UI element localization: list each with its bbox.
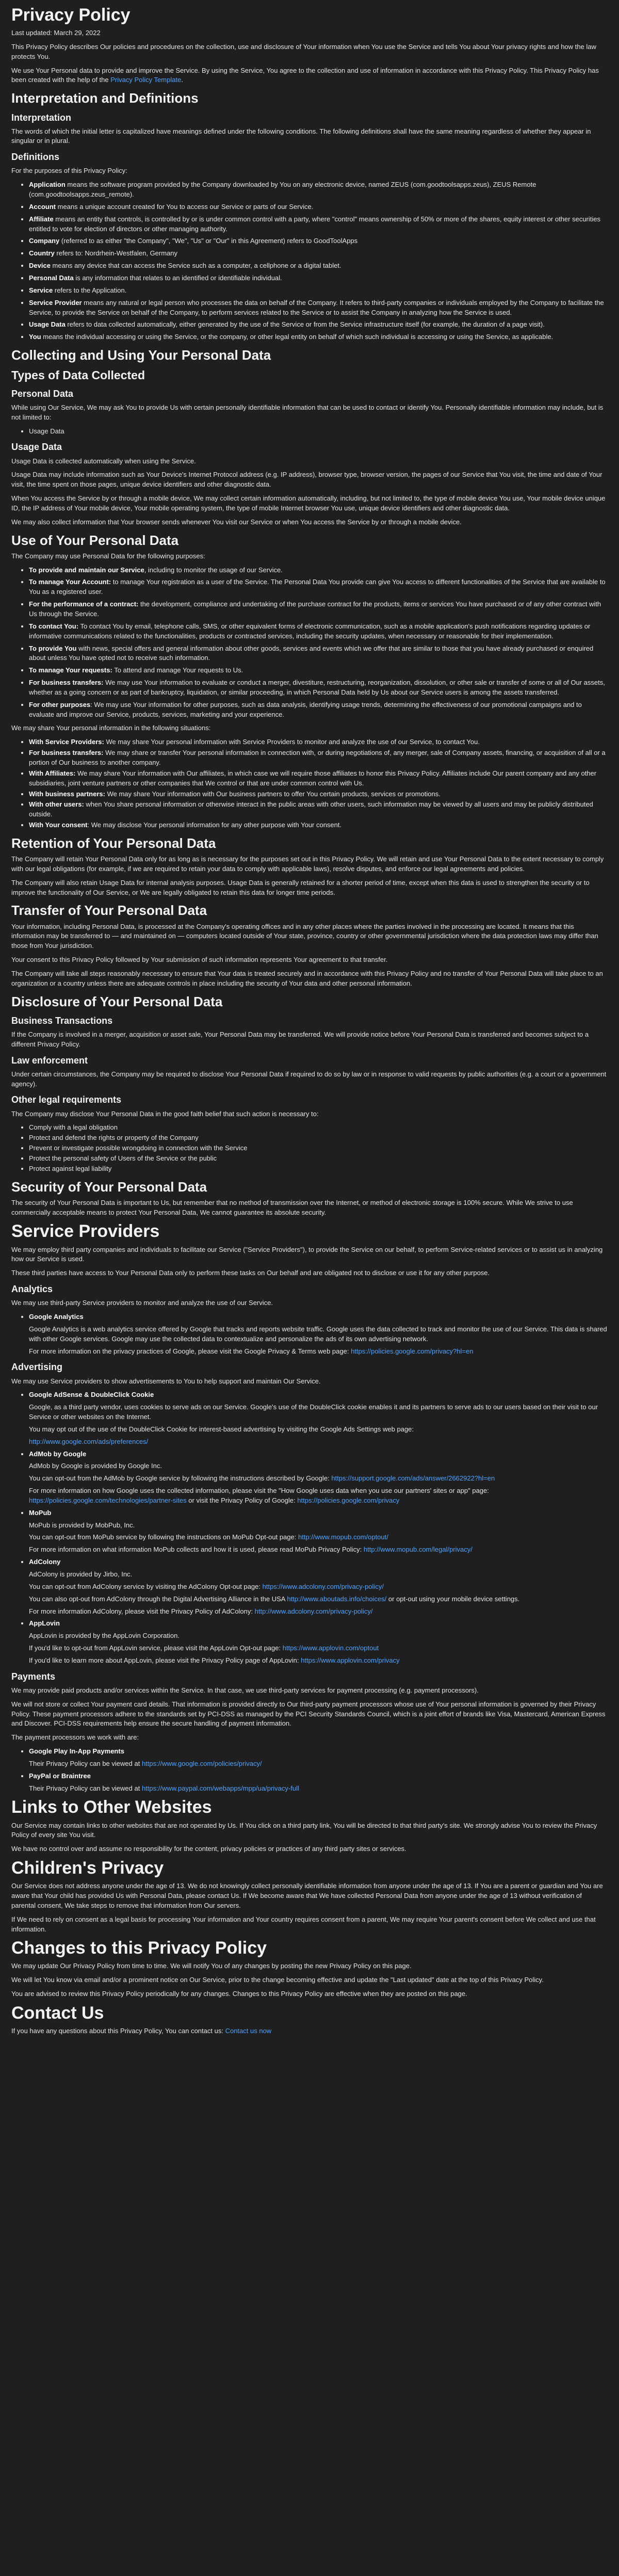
paragraph: We will not store or collect Your payment card details. That information is provided directly to Our third-party payment processors whose use of Your personal information is governed by their Privacy Policy. These payment processors adhere to the standards set by PCI-DSS as managed by the PCI Security Standards Council, which is a joint effort of brands like Visa, Mastercard, American Express and Discover. PCI-DSS requirements help ensure the secure handling of payment information. <box>11 1700 606 1728</box>
list-item: • AdMob by Google AdMob by Google is provided by Google Inc. You can opt-out from the AdMob by Google service by following the instructions described by Google: https://support.google.com/ads/answer/2662922?hl=en For more information on how Google uses the collected information, please visit the "How Google uses data when you use our partners' sites or app" page: https://policies.google.com/technologies/partner-sites or visit the Privacy Policy of Google: https://policies.google.com/privacy <box>29 1450 608 1506</box>
admob-optout-link[interactable]: https://support.google.com/ads/answer/2662922?hl=en <box>331 1474 495 1483</box>
section-heading: Service Providers <box>11 1221 160 1242</box>
paragraph: You are advised to review this Privacy Policy periodically for any changes. Changes to this Privacy Policy are effective when they are posted on this page. <box>11 1990 467 1998</box>
google-privacy-link[interactable]: https://policies.google.com/privacy?hl=en <box>351 1347 474 1355</box>
section-heading: Disclosure of Your Personal Data <box>11 993 223 1009</box>
section-heading: Security of Your Personal Data <box>11 1179 207 1195</box>
section-heading: Retention of Your Personal Data <box>11 835 216 851</box>
list-item: • Usage Data <box>29 427 608 437</box>
google-play-privacy-link[interactable]: https://www.google.com/policies/privacy/ <box>141 1759 262 1767</box>
legal-requirements-list <box>11 1123 608 1173</box>
list-item: • Protect and defend the rights or property of the Company <box>29 1133 608 1143</box>
paragraph: If We need to rely on consent as a legal basis for processing Your information and Your country requires consent from a parent, We may require Your parent's consent before We collect and use that information. <box>11 1915 596 1933</box>
paragraph: Our Service does not address anyone under the age of 13. We do not knowingly collect personally identifiable information from anyone under the age of 13. If You are a parent or guardian and You are aware that Your child has provided Us with Personal Data, please contact Us. If We become aware that We have collected Personal Data from anyone under the age of 13 without verification of parental consent, We take steps to remove that information from Our servers. <box>11 1882 603 1909</box>
paragraph: For the purposes of this Privacy Policy: <box>11 167 127 175</box>
adcolony-optout-link[interactable]: https://www.adcolony.com/privacy-policy/ <box>262 1582 384 1590</box>
list-item: • With Service Providers: We may share Your personal information with Service Providers to monitor and analyze the use of our Service, to contact You. <box>29 737 608 747</box>
applovin-privacy-link[interactable]: https://www.applovin.com/privacy <box>301 1656 400 1664</box>
section-heading: Links to Other Websites <box>11 1797 212 1817</box>
list-item: • With Affiliates: We may share Your information with Our affiliates, in which case we will require those affiliates to honor this Privacy Policy. Affiliates include Our parent company and any other subsidiaries, joint venture partners or other companies that We control or that are under common control with Us. <box>29 769 608 788</box>
subsection-heading: Personal Data <box>11 388 74 399</box>
paragraph: We have no control over and assume no responsibility for the content, privacy policies or practices of any third party sites or services. <box>11 1845 406 1853</box>
paragraph: These third parties have access to Your Personal Data only to perform these tasks on Our behalf and are obligated not to disclose or use it for any other purpose. <box>11 1269 490 1277</box>
intro-paragraph: We use Your Personal data to provide and improve the Service. By using the Service, You agree to the collection and use of information in accordance with this Privacy Policy. This Privacy Policy has been created with the help of the Privacy Policy Template. <box>11 66 599 84</box>
paragraph: Usage Data is collected automatically when using the Service. <box>11 457 196 465</box>
list-item: • MoPub MoPub is provided by MobPub, Inc. You can opt-out from MoPub service by following the instructions on MoPub Opt-out page: http://www.mopub.com/optout/ For more information on what information MoPub collects and how it is used, please read MoPub Privacy Policy: http://www.mopub.com/legal/privacy/ <box>29 1508 608 1555</box>
list-item: • Protect the personal safety of Users of the Service or the public <box>29 1154 608 1164</box>
list-item: • Application means the software program provided by the Company downloaded by You on any electronic device, named ZEUS (com.goodtoolsapps.zeus), ZEUS Remote (com.goodtoolsapps.zeus_remote). <box>29 180 608 200</box>
list-item: • Usage Data refers to data collected automatically, either generated by the use of the Service or from the Service infrastructure itself (for example, the duration of a page visit). <box>29 320 608 330</box>
page-title: Privacy Policy <box>11 5 131 25</box>
share-list <box>11 737 608 830</box>
paragraph: We may use Service providers to show advertisements to You to help support and maintain Our Service. <box>11 1377 321 1385</box>
paragraph: The Company may disclose Your Personal Data in the good faith belief that such action is necessary to: <box>11 1109 319 1118</box>
paragraph: The Company will also retain Usage Data for internal analysis purposes. Usage Data is generally retained for a shorter period of time, except when this data is used to strengthen the security or to improve the functionality of Our Service, or We are legally obligated to retain this data for longer time periods. <box>11 878 590 896</box>
subsection-heading: Other legal requirements <box>11 1094 122 1105</box>
list-item: • With other users: when You share personal information or otherwise interact in the public areas with other users, such information may be viewed by all users and may be publicly distributed outside. <box>29 800 608 819</box>
paragraph: Under certain circumstances, the Company may be required to disclose Your Personal Data if required to do so by law or in response to valid requests by public authorities (e.g. a court or a government agency). <box>11 1070 607 1088</box>
paragraph: Your information, including Personal Data, is processed at the Company's operating offices and in any other places where the parties involved in the processing are located. It means that this information may be transferred to — and maintained on — computers located outside of Your state, province, country or other governmental jurisdiction where the data protection laws may differ than those from Your jurisdiction. <box>11 922 598 950</box>
google-ads-preferences-link[interactable]: http://www.google.com/ads/preferences/ <box>29 1437 149 1445</box>
analytics-list <box>11 1312 608 1356</box>
subsection-heading: Interpretation <box>11 112 72 123</box>
section-heading: Children's Privacy <box>11 1858 164 1878</box>
paragraph: The payment processors we work with are: <box>11 1733 139 1742</box>
paragraph: Usage Data may include information such as Your Device's Internet Protocol address (e.g. IP address), browser type, browser version, the pages of our Service that You visit, the time and date of Your visit, the time spent on those pages, unique device identifiers and other diagnostic data. <box>11 471 602 489</box>
list-item: • You means the individual accessing or using the Service, or the company, or other legal entity on behalf of which such individual is accessing or using the Service, as applicable. <box>29 332 608 342</box>
section-heading: Contact Us <box>11 2003 104 2023</box>
subsection-heading: Usage Data <box>11 442 62 453</box>
mopub-optout-link[interactable]: http://www.mopub.com/optout/ <box>298 1533 388 1541</box>
section-heading: Interpretation and Definitions <box>11 90 199 106</box>
paragraph: Your consent to this Privacy Policy followed by Your submission of such information represents Your agreement to that transfer. <box>11 956 388 964</box>
section-heading: Collecting and Using Your Personal Data <box>11 347 271 363</box>
list-item: • Device means any device that can access the Service such as a computer, a cellphone or a digital tablet. <box>29 261 608 271</box>
list-item: • Google AdSense & DoubleClick Cookie Google, as a third party vendor, uses cookies to serve ads on our Service. Google's use of the DoubleClick cookie enables it and its partners to serve ads to our users based on their visit to our Service or other websites on the Internet. You may opt out of the use of the DoubleClick Cookie for interest-based advertising by visiting the Google Ads Settings web page: http://www.google.com/ads/preferences/ <box>29 1390 608 1446</box>
list-item: • Comply with a legal obligation <box>29 1123 608 1133</box>
paragraph: We will let You know via email and/or a prominent notice on Our Service, prior to the change becoming effective and update the "Last updated" date at the top of this Privacy Policy. <box>11 1976 544 1984</box>
list-item: • Personal Data is any information that relates to an identified or identifiable individual. <box>29 273 608 283</box>
list-item: • With business partners: We may share Your information with Our business partners to offer You certain products, services or promotions. <box>29 790 608 799</box>
intro-paragraph: This Privacy Policy describes Our policies and procedures on the collection, use and disclosure of Your information when You use the Service and tells You about Your privacy rights and how the law protects You. <box>11 42 596 60</box>
paragraph: Our Service may contain links to other websites that are not operated by Us. If You click on a third party link, You will be directed to that third party's site. We strongly advise You to review the Privacy Policy of every site You visit. <box>11 1821 597 1839</box>
list-item: • With Your consent: We may disclose Your personal information for any other purpose with Your consent. <box>29 820 608 830</box>
section-heading: Changes to this Privacy Policy <box>11 1938 267 1958</box>
list-item: • AppLovin AppLovin is provided by the AppLovin Corporation. If you'd like to opt-out from AppLovin service, please visit the AppLovin Opt-out page: https://www.applovin.com/optout If you'd like to learn more about AppLovin, please visit the Privacy Policy page of AppLovin: https://www.applovin.com/privacy <box>29 1619 608 1665</box>
list-item: • To manage Your requests: To attend and manage Your requests to Us. <box>29 666 608 675</box>
list-item: • Service Provider means any natural or legal person who processes the data on behalf of the Company. It refers to third-party companies or individuals employed by the Company to facilitate the Service, to provide the Service on behalf of the Company, to perform services related to the Service or to assist the Company in analyzing how the Service is used. <box>29 298 608 318</box>
subsection-heading: Definitions <box>11 152 59 163</box>
google-privacy-policy-link[interactable]: https://policies.google.com/privacy <box>297 1496 400 1504</box>
definitions-list <box>11 180 608 342</box>
list-item: • Protect against legal liability <box>29 1164 608 1174</box>
purposes-list <box>11 566 608 720</box>
list-item: • Google Play In-App Payments Their Privacy Policy can be viewed at https://www.google.com/policies/privacy/ <box>29 1747 608 1769</box>
partner-sites-link[interactable]: https://policies.google.com/technologies/partner-sites <box>29 1496 187 1504</box>
subsection-heading: Advertising <box>11 1362 63 1373</box>
list-item: • For business transfers: We may use Your information to evaluate or conduct a merger, divestiture, restructuring, reorganization, dissolution, or other sale or transfer of some or all of Our assets, whether as a going concern or as part of bankruptcy, liquidation, or similar proceeding, in which Personal Data held by Us about our Service users is among the assets transferred. <box>29 678 608 698</box>
subsection-heading: Business Transactions <box>11 1015 113 1026</box>
subsection-heading: Payments <box>11 1671 56 1682</box>
mopub-privacy-link[interactable]: http://www.mopub.com/legal/privacy/ <box>363 1545 473 1554</box>
list-item: • To manage Your Account: to manage Your registration as a user of the Service. The Personal Data You provide can give You access to different functionalities of the Service that are available to You as a registered user. <box>29 577 608 597</box>
personal-data-list <box>11 427 608 437</box>
adcolony-privacy-link[interactable]: http://www.adcolony.com/privacy-policy/ <box>254 1607 373 1615</box>
paragraph: We may use third-party Service providers to monitor and analyze the use of our Service. <box>11 1299 273 1307</box>
list-item: • Affiliate means an entity that controls, is controlled by or is under common control with a party, where "control" means ownership of 50% or more of the shares, equity interest or other securities entitled to vote for election of directors or other managing authority. <box>29 215 608 234</box>
list-item: • To provide and maintain our Service, including to monitor the usage of our Service. <box>29 566 608 575</box>
list-item: • Google Analytics Google Analytics is a web analytics service offered by Google that tracks and reports website traffic. Google uses the data collected to track and monitor the use of our Service. This data is shared with other Google services. Google may use the collected data to contextualize and personalize the ads of its own advertising network. For more information on the privacy practices of Google, please visit the Google Privacy & Terms web page: https://policies.google.com/privacy?hl=en <box>29 1312 608 1356</box>
privacy-policy-template-link[interactable]: Privacy Policy Template <box>110 76 182 84</box>
aboutads-link[interactable]: http://www.aboutads.info/choices/ <box>287 1595 387 1603</box>
section-heading: Transfer of Your Personal Data <box>11 903 207 919</box>
paragraph: The Company may use Personal Data for the following purposes: <box>11 552 205 560</box>
list-item: • Country refers to: Nordrhein-Westfalen, Germany <box>29 249 608 259</box>
paragraph: The words of which the initial letter is capitalized have meanings defined under the following conditions. The following definitions shall have the same meaning regardless of whether they appear in singular or in plural. <box>11 127 591 145</box>
paragraph: If the Company is involved in a merger, acquisition or asset sale, Your Personal Data may be transferred. We will provide notice before Your Personal Data is transferred and becomes subject to a different Privacy Policy. <box>11 1030 589 1048</box>
applovin-optout-link[interactable]: https://www.applovin.com/optout <box>282 1644 379 1652</box>
paragraph: We may share Your personal information in the following situations: <box>11 724 211 732</box>
list-item: • Company (referred to as either "the Company", "We", "Us" or "Our" in this Agreement) refers to GoodToolApps <box>29 236 608 246</box>
list-item: • To provide You with news, special offers and general information about other goods, services and events which we offer that are similar to those that you have already purchased or enquired about unless You have opted not to receive such information. <box>29 644 608 664</box>
last-updated: Last updated: March 29, 2022 <box>11 29 101 37</box>
payment-processors-list <box>11 1747 608 1793</box>
list-item: • AdColony AdColony is provided by Jirbo, Inc. You can opt-out from AdColony service by visiting the AdColony Opt-out page: https://www.adcolony.com/privacy-policy/ You can also opt-out from AdColony through the Digital Advertising Alliance in the USA http://www.aboutads.info/choices/ or opt-out using your mobile device settings. For more information AdColony, please visit the Privacy Policy of AdColony: http://www.adcolony.com/privacy-policy/ <box>29 1557 608 1616</box>
advertising-list <box>11 1390 608 1665</box>
list-item: • Service refers to the Application. <box>29 286 608 296</box>
list-item: • PayPal or Braintree Their Privacy Policy can be viewed at https://www.paypal.com/webapps/mpp/ua/privacy-full <box>29 1772 608 1794</box>
paragraph: We may provide paid products and/or services within the Service. In that case, we use third-party services for payment processing (e.g. payment processors). <box>11 1686 479 1694</box>
list-item: • For other purposes: We may use Your information for other purposes, such as data analysis, identifying usage trends, determining the effectiveness of our promotional campaigns and to evaluate and improve our Service, products, services, marketing and your experience. <box>29 700 608 720</box>
paragraph: We may update Our Privacy Policy from time to time. We will notify You of any changes by posting the new Privacy Policy on this page. <box>11 1962 412 1970</box>
subsection-heading: Analytics <box>11 1284 53 1295</box>
list-item: • For the performance of a contract: the development, compliance and undertaking of the purchase contract for the products, items or services You have purchased or of any other contract with Us through the Service. <box>29 600 608 619</box>
paragraph: We may also collect information that Your browser sends whenever You visit our Service or when You access the Service by or through a mobile device. <box>11 518 462 526</box>
section-heading: Use of Your Personal Data <box>11 532 179 548</box>
list-item: • For business transfers: We may share or transfer Your personal information in connection with, or during negotiations of, any merger, sale of Company assets, financing, or acquisition of all or a portion of Our business to another company. <box>29 748 608 768</box>
paypal-privacy-link[interactable]: https://www.paypal.com/webapps/mpp/ua/privacy-full <box>141 1784 299 1792</box>
contact-us-link[interactable]: Contact us now <box>225 2027 272 2035</box>
paragraph: The security of Your Personal Data is important to Us, but remember that no method of transmission over the Internet, or method of electronic storage is 100% secure. While We strive to use commercially acceptable means to protect Your Personal Data, We cannot guarantee its absolute security. <box>11 1198 573 1216</box>
section-heading: Types of Data Collected <box>11 368 145 382</box>
paragraph: When You access the Service by or through a mobile device, We may collect certain information automatically, including, but not limited to, the type of mobile device You use, Your mobile device unique ID, the IP address of Your mobile device, Your mobile operating system, the type of mobile Internet browser You use, unique device identifiers and other diagnostic data. <box>11 494 606 512</box>
paragraph: We may employ third party companies and individuals to facilitate our Service ("Service Providers"), to provide the Service on our behalf, to perform Service-related services or to assist us in analyzing how our Service is used. <box>11 1245 603 1263</box>
paragraph: The Company will retain Your Personal Data only for as long as is necessary for the purposes set out in this Privacy Policy. We will retain and use Your Personal Data to the extent necessary to comply with our legal obligations (for example, if we are required to retain your data to comply with applicable laws), resolve disputes, and enforce our legal agreements and policies. <box>11 855 604 873</box>
list-item: • Account means a unique account created for You to access our Service or parts of our Service. <box>29 202 608 212</box>
subsection-heading: Law enforcement <box>11 1055 88 1066</box>
paragraph: While using Our Service, We may ask You to provide Us with certain personally identifiable information that can be used to contact or identify You. Personally identifiable information may include, but is not limited to: <box>11 403 604 421</box>
paragraph: If you have any questions about this Privacy Policy, You can contact us: Contact us now <box>11 2027 272 2035</box>
list-item: • Prevent or investigate possible wrongdoing in connection with the Service <box>29 1144 608 1153</box>
paragraph: The Company will take all steps reasonably necessary to ensure that Your data is treated securely and in accordance with this Privacy Policy and no transfer of Your Personal Data will take place to an organization or a country unless there are adequate controls in place including the security of Your data and other personal information. <box>11 970 603 987</box>
list-item: • To contact You: To contact You by email, telephone calls, SMS, or other equivalent forms of electronic communication, such as a mobile application's push notifications regarding updates or informative communications related to the functionalities, products or contracted services, including the security updates, when necessary or reasonable for their implementation. <box>29 622 608 641</box>
